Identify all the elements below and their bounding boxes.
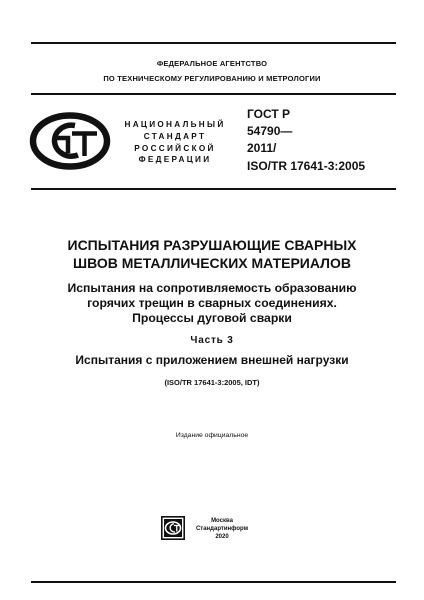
standard-designation: [247, 106, 387, 175]
standard-type-line: НАЦИОНАЛЬНЫЙ: [124, 120, 226, 129]
subtitle-line: Процессы дуговой сварки: [132, 311, 292, 326]
standard-type-line: РОССИЙСКОЙ: [134, 143, 216, 153]
top-rule: [31, 42, 396, 44]
document-title: [0, 237, 424, 272]
iso-reference: (ISO/TR 17641-3:2005, IDT): [164, 378, 260, 387]
gost-logo-icon: [28, 108, 112, 174]
publisher-name: Стандартинформ: [195, 526, 249, 532]
header-divider: [31, 93, 396, 95]
standard-type-line: СТАНДАРТ: [143, 131, 207, 141]
agency-line-2: ПО ТЕХНИЧЕСКОМУ РЕГУЛИРОВАНИЮ И МЕТРОЛОГИИ: [103, 74, 321, 83]
bottom-rule: [31, 581, 396, 583]
section-divider: [31, 188, 396, 190]
designation-line: 54790—: [247, 124, 293, 139]
publisher-logo-icon: [160, 515, 186, 541]
document-subtitle: [0, 281, 424, 327]
edition-label: Издание официальное: [175, 432, 249, 439]
subtitle-line: горячих трещин в сварных соединениях.: [87, 296, 337, 311]
publisher-info: [190, 517, 254, 541]
publication-year: 2020: [215, 534, 229, 540]
part-title: Испытания с приложением внешней нагрузки: [75, 353, 349, 367]
part-number: Часть 3: [190, 335, 234, 346]
standard-type-line: ФЕДЕРАЦИИ: [138, 155, 212, 165]
title-line: ШВОВ МЕТАЛЛИЧЕСКИХ МАТЕРИАЛОВ: [73, 254, 351, 271]
agency-line-1: ФЕДЕРАЛЬНОЕ АГЕНТСТВО: [156, 59, 268, 68]
subtitle-line: Испытания на сопротивляемость образованию: [67, 281, 357, 295]
title-line: ИСПЫТАНИЯ РАЗРУШАЮЩИЕ СВАРНЫХ: [67, 237, 357, 253]
designation-line: 2011/: [247, 141, 277, 156]
publisher-city: Москва: [211, 518, 233, 524]
designation-line: ISO/TR 17641-3:2005: [247, 158, 366, 173]
designation-line: ГОСТ Р: [247, 107, 291, 121]
standard-type: [118, 119, 232, 166]
